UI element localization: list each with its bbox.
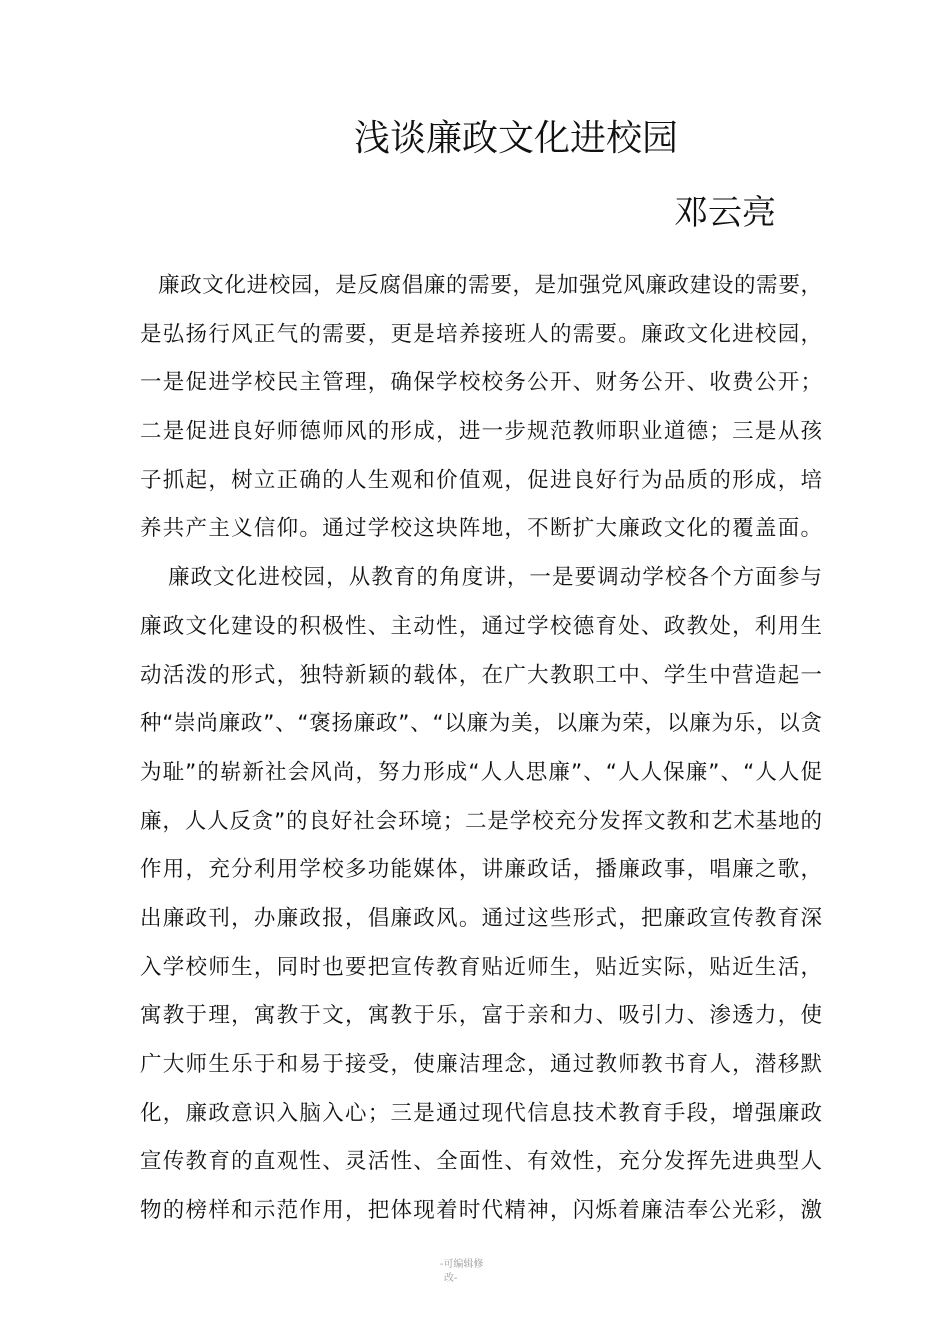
author-name: 邓云亮 [674,193,776,233]
text-line: 宣传教育的直观性、灵活性、全面性、有效性，充分发挥先进典型人 [140,1149,822,1175]
text-line: 廉政文化建设的积极性、主动性，通过学校德育处、政教处，利用生 [140,613,822,639]
text-line: 养共产主义信仰。通过学校这块阵地，不断扩大廉政文化的覆盖面。 [140,516,822,542]
text-line: 出廉政刊，办廉政报，倡廉政风。通过这些形式，把廉政宣传教育深 [140,905,822,931]
text-line: 广大师生乐于和易于接受，使廉洁理念，通过教师教书育人，潜移默 [140,1052,822,1077]
page-footer [440,1258,510,1286]
text-line: 作用，充分利用学校多功能媒体，讲廉政话，播廉政事，唱廉之歌， [140,857,822,883]
text-line: 动活泼的形式，独特新颖的载体，在广大教职工中、学生中营造起一 [140,662,822,688]
text-line: 廉，人人反贪”的良好社会环境；二是学校充分发挥文教和艺术基地的 [140,808,822,834]
text-line: 是弘扬行风正气的需要，更是培养接班人的需要。廉政文化进校园， [140,321,822,347]
footer-line: 改- [444,1273,458,1284]
text-line: 种“崇尚廉政”、“褒扬廉政”、“以廉为美，以廉为荣，以廉为乐，以贪 [140,711,822,737]
text-line: 廉政文化进校园，是反腐倡廉的需要，是加强党风廉政建设的需要， [158,273,822,298]
text-line: 为耻”的崭新社会风尚，努力形成“人人思廉”、“人人保廉”、“人人促 [140,759,822,785]
text-line: 子抓起，树立正确的人生观和价值观，促进良好行为品质的形成，培 [140,467,822,493]
text-line: 化，廉政意识入脑入心；三是通过现代信息技术教育手段，增强廉政 [140,1100,822,1126]
text-line: 二是促进良好师德师风的形成，进一步规范教师职业道德；三是从孩 [140,419,822,445]
text-line: 廉政文化进校园，从教育的角度讲，一是要调动学校各个方面参与 [168,565,822,591]
footer-line: -可编辑修 [440,1259,484,1270]
text-line: 入学校师生，同时也要把宣传教育贴近师生，贴近实际，贴近生活， [140,954,822,980]
text-line: 寓教于理，寓教于文，寓教于乐，富于亲和力、吸引力、渗透力，使 [140,1003,822,1029]
text-line: 一是促进学校民主管理，确保学校校务公开、财务公开、收费公开； [140,370,822,396]
document-title: 浅谈廉政文化进校园 [353,118,678,159]
text-line: 物的榜样和示范作用，把体现着时代精神，闪烁着廉洁奉公光彩，激 [140,1198,822,1224]
body-text [140,262,822,1236]
